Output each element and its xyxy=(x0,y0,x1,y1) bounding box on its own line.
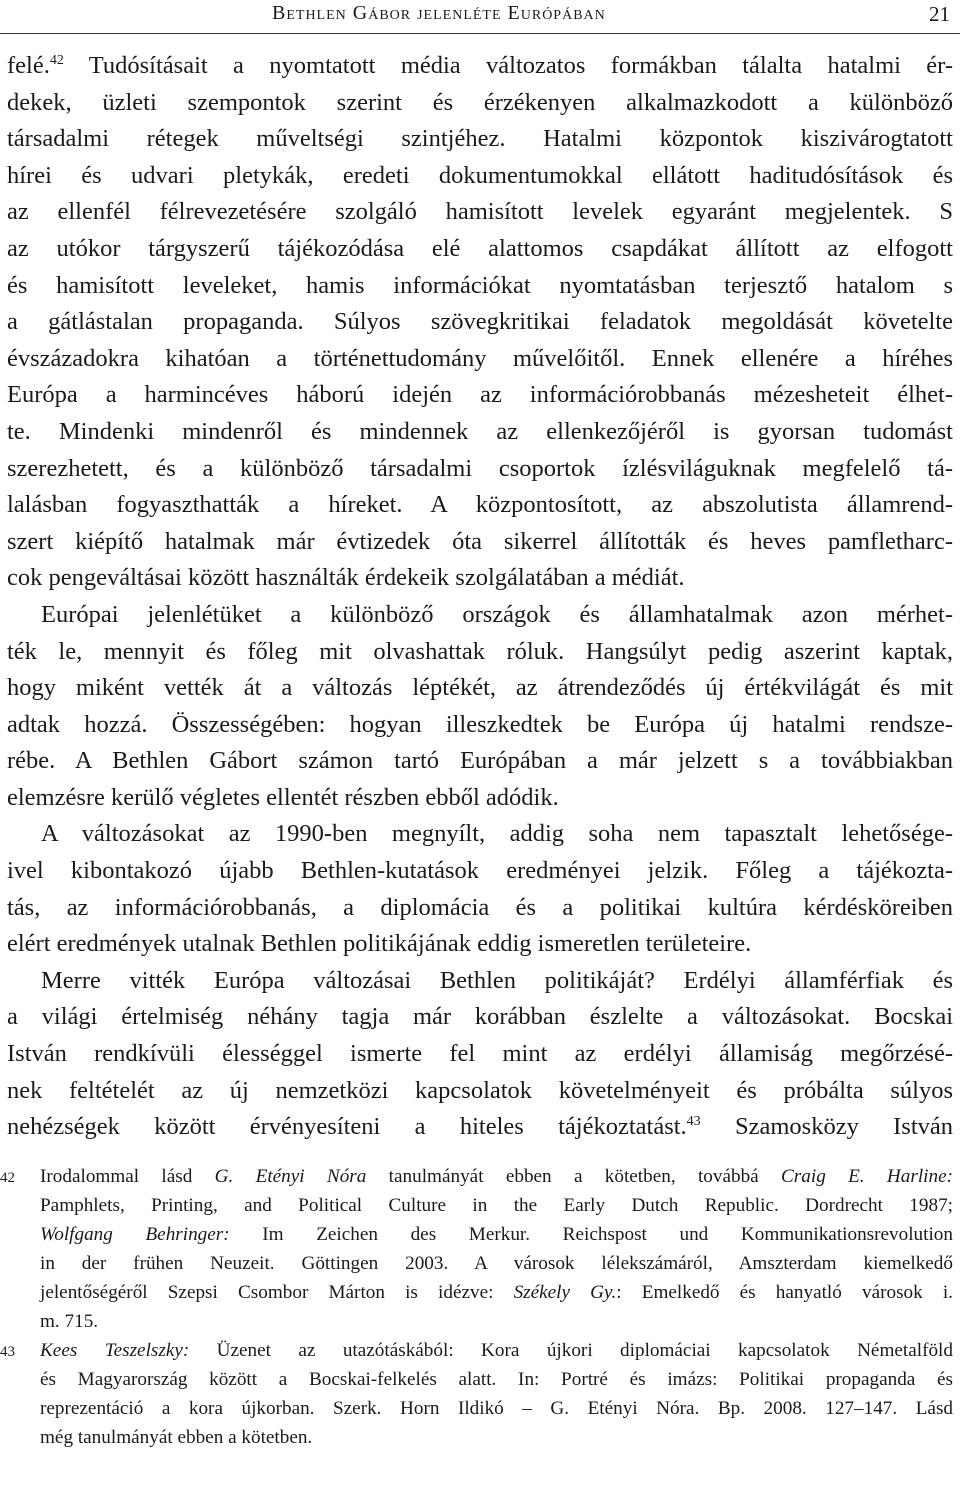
text-line: adtak hozzá. Összességében: hogyan illeszkedtek be Európa új hatalmi rendsze- xyxy=(7,710,953,738)
text-line: te. Mindenki mindenről és mindennek az ellenkezőjéről is gyorsan tudomást xyxy=(7,417,953,445)
text-line: cok pengeváltásai között használták érdekeik szolgálatában a médiát. xyxy=(7,564,685,592)
footnote-line: és Magyarország között a Bocskai-felkelés alatt. In: Portré és imázs: Politikai propaganda és xyxy=(40,1369,953,1390)
text-line: István rendkívüli élességgel ismerte fel mint az erdélyi államiság megőrzésé- xyxy=(7,1040,953,1068)
footnote-text xyxy=(40,1336,953,1452)
footnote-line: in der frühen Neuzeit. Göttingen 2003. A városok lélekszámáról, Amszterdam kiemelkedő xyxy=(40,1253,953,1274)
text-line: felé.$^{42}$ Tudósításait a nyomtatott média változatos formákban tálalta hatalmi ér- xyxy=(7,52,953,79)
text-line: szert kiépítő hatalmak már évtizedek óta sikerrel állították és heves pamfletharc- xyxy=(7,527,953,555)
text-line: hogy miként vették át a változás léptékét, az átrendeződés új értékvilágát és mit xyxy=(7,674,953,702)
body-text xyxy=(7,48,953,1146)
text-line: rébe. A Bethlen Gábort számon tartó Európában a már jelzett s a továbbiakban xyxy=(7,747,953,775)
footnote-line: Wolfgang Behringer: Im Zeichen des Merkur. Reichspost und Kommunikationsrevolution xyxy=(40,1224,953,1245)
footnote-ref[interactable]: 43 xyxy=(686,1114,701,1130)
footnote-line: még tanulmányát ebben a kötetben. xyxy=(40,1427,313,1448)
text-line: a világi értelmiség néhány tagja már korábban észlelte a változásokat. Bocskai xyxy=(7,1003,953,1031)
footnote-line: Irodalommal lásd G. Etényi Nóra tanulmányát ebben a kötetben, továbbá Craig E. Harline: xyxy=(40,1166,953,1187)
header-rule xyxy=(0,33,960,34)
text-line: hírei és udvari pletykák, eredeti dokumentumokkal ellátott haditudósítások és xyxy=(7,161,953,189)
text-line: ivel kibontakozó újabb Bethlen-kutatások eredményei jelzik. Főleg a tájékozta- xyxy=(7,857,953,885)
text-line: a gátlástalan propaganda. Súlyos szövegkritikai feladatok megoldását követelte xyxy=(7,308,953,336)
text-line: az utókor tárgyszerű tájékozódása elé alattomos csapdákat állított az elfogott xyxy=(7,234,953,262)
text-line: nek feltételét az új nemzetközi kapcsolatok követelményeit és próbálta súlyos xyxy=(7,1076,953,1104)
text-line: szerezhetett, és a különböző társadalmi csoportok ízlésviláguknak megfelelő tá- xyxy=(7,454,953,482)
text-line: és hamisított leveleket, hamis információkat nyomtatásban terjesztő hatalom s xyxy=(7,271,953,299)
footnote-line: Kees Teszelszky: Üzenet az utazótáskából: Kora újkori diplomáciai kapcsolatok Németalföld xyxy=(40,1340,953,1361)
text-line: A változásokat az 1990-ben megnyílt, addig soha nem tapasztalt lehetősége- xyxy=(41,820,953,848)
text-line: elemzésre kerülő végletes ellentét részben ebből adódik. xyxy=(7,783,559,811)
text-line: Európai jelenlétüket a különböző országok és államhatalmak azon mérhet- xyxy=(41,600,953,628)
text-line: társadalmi rétegek műveltségi szintjéhez. Hatalmi központok kiszivárogtatott xyxy=(7,125,953,153)
page-number: 21 xyxy=(929,2,950,26)
footnotes xyxy=(0,1162,960,1452)
text-line: elért eredmények utalnak Bethlen politikájának eddig ismeretlen területeire. xyxy=(7,930,752,958)
footnote-number: 42 xyxy=(0,1170,15,1186)
footnote xyxy=(0,1162,960,1336)
running-title: Bethlen Gábor jelenléte Európában xyxy=(272,2,606,24)
footnote-line: reprezentáció a kora újkorban. Szerk. Horn Ildikó – G. Etényi Nóra. Bp. 2008. 127–147. Lásd xyxy=(40,1398,953,1419)
text-line: az ellenfél félrevezetésére szolgáló hamisított levelek egyaránt megjelentek. S xyxy=(7,198,953,226)
text-line: évszázadokra kihatóan a történettudomány művelőitől. Ennek ellenére a híréhes xyxy=(7,344,953,372)
footnote-line: jelentőségéről Szepsi Csombor Márton is idézve: Székely Gy.: Emelkedő és hanyatló városok i. xyxy=(40,1282,953,1303)
text-line: dekek, üzleti szempontok szerint és érzékenyen alkalmazkodott a különböző xyxy=(7,88,953,116)
text-line: lalásban fogyaszthatták a híreket. A központosított, az abszolutista államrend- xyxy=(7,491,953,519)
text-line: ték le, mennyit és főleg mit olvashattak róluk. Hangsúlyt pedig aszerint kaptak, xyxy=(7,637,953,665)
text-line: Merre vitték Európa változásai Bethlen politikáját? Erdélyi államférfiak és xyxy=(41,966,953,994)
footnote-line: m. 715. xyxy=(40,1311,99,1332)
text-line: nehézségek között érvényesíteni a hiteles tájékoztatást.$^{43}$ Szamosközy István xyxy=(7,1113,954,1141)
footnote-number: 43 xyxy=(0,1344,15,1360)
text-line: tás, az információrobbanás, a diplomácia és a politikai kultúra kérdésköreiben xyxy=(7,893,953,921)
text-line: Európa a harmincéves háború idején az információrobbanás mézesheteit élhet- xyxy=(7,381,953,409)
page-header xyxy=(0,0,960,30)
footnote xyxy=(0,1336,960,1452)
footnote-ref[interactable]: 42 xyxy=(49,53,64,68)
footnote-text xyxy=(40,1162,953,1336)
footnote-line: Pamphlets, Printing, and Political Culture in the Early Dutch Republic. Dordrecht 1987; xyxy=(40,1195,953,1216)
